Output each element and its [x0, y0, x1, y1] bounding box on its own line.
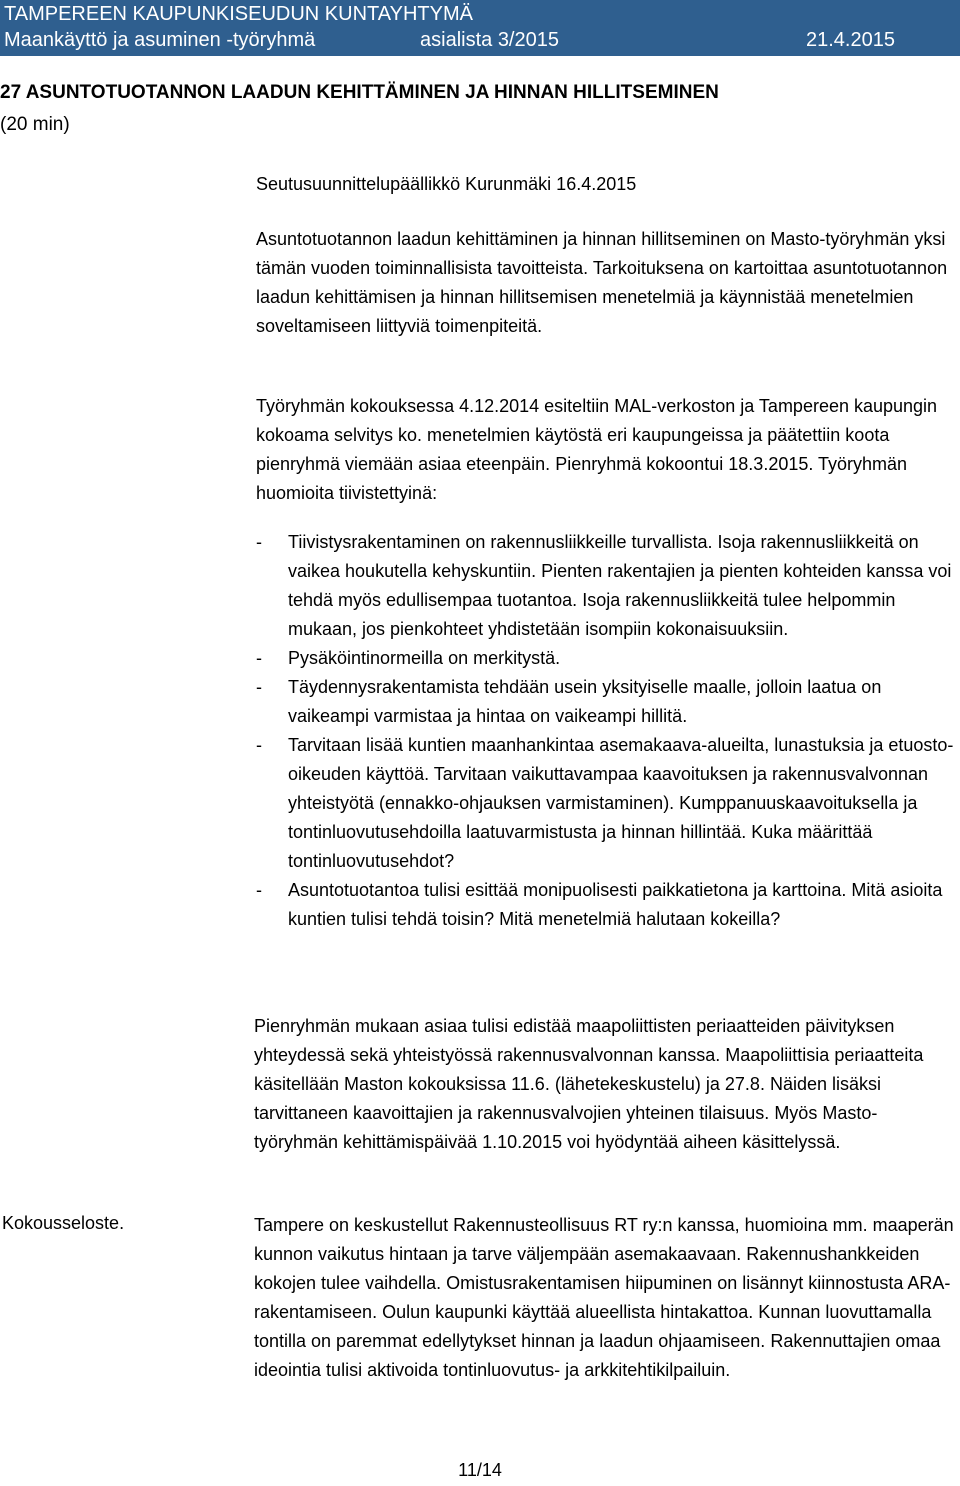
- paragraph-meeting: Työryhmän kokouksessa 4.12.2014 esiteltiin MAL-verkoston ja Tampereen kaupungin kokoama selvitys ko. menetelmien käytöstä eri kaupungeissa ja päätettiin koota pienryhmä viemään asiaa eteenpäin. Pienryhmä kokoontui 18.3.2015. Työryhmän huomioita tiivistettyinä:: [256, 396, 938, 503]
- header-org: TAMPEREEN KAUPUNKISEUDUN KUNTAYHTYMÄ: [4, 3, 473, 25]
- list-item-text: Asuntotuotantoa tulisi esittää monipuolisesti paikkatietona ja karttoina. Mitä asioita kuntien tulisi tehdä toisin? Mitä menetelmiä halutaan kokeilla?: [288, 880, 943, 929]
- list-item-text: Tarvitaan lisää kuntien maanhankintaa asemakaava-alueilta, lunastuksia ja etuosto-oikeuden käyttöä. Tarvitaan vaikuttavampaa kaavoituksen ja rakennusvalvonnan yhteistyötä (ennakko-ohjauksen varmistaminen). Kumppanuuskaavoituksella ja tontinluovutusehdoilla laatuvarmistusta ja hinnan hillintää. Kuka määrittää tontinluovutusehdot?: [288, 735, 954, 871]
- side-label: Kokousseloste.: [2, 1213, 125, 1233]
- list-item: [256, 876, 960, 934]
- findings-list: [256, 528, 960, 934]
- paragraph-subgroup: Pienryhmän mukaan asiaa tulisi edistää maapoliittisten periaatteiden päivityksen yhteydessä sekä yhteistyössä rakennusvalvonnan kanssa. Maapoliittisia periaatteita käsitellään Maston kokouksissa 11.6. (lähetekeskustelu) ja 27.8. Näiden lisäksi tarvittaneen kaavoittajien ja rakennusvalvojien yhteinen tilaisuus. Myös Masto-työryhmän kehittämispäivää 1.10.2015 voi hyödyntää aiheen käsittelyssä.: [254, 1016, 924, 1152]
- list-item-text: Tiivistysrakentaminen on rakennusliikkeille turvallista. Isoja rakennusliikkeitä on vaikea houkutella kehyskuntiin. Pienten rakentajien ja pienten kohteiden kanssa voi tehdä myös edullisempaa tuotantoa. Isoja rakennusliikkeitä tulee helpommin mukaan, jos pienkohteet yhdistetään isompiin kokonaisuuksiin.: [288, 532, 952, 639]
- list-item: [256, 528, 960, 644]
- bullet-marker: -: [256, 880, 262, 900]
- list-item-text: Täydennysrakentamista tehdään usein yksityiselle maalle, jolloin laatua on vaikeampi varmistaa ja hintaa on vaikeampi hillitä.: [288, 677, 882, 726]
- bullet-marker: -: [256, 532, 262, 552]
- presenter-line: Seutusuunnittelupäällikkö Kurunmäki 16.4.2015: [256, 174, 637, 194]
- header-date: 21.4.2015: [806, 29, 895, 51]
- paragraph-minutes: Tampere on keskustellut Rakennusteollisuus RT ry:n kanssa, huomioina mm. maaperän kunnon vaikutus hintaan ja tarve väljempään asemakaavaan. Rakennushankkeiden kokojen tulee vaihdella. Omistusrakentamisen hiipuminen on lisännyt kiinnostusta ARA-rakentamiseen. Oulun kaupunki käyttää alueellista hintakattoa. Kunnan luovuttamalla tontilla on paremmat edellytykset hinnan ja laadun ohjaamiseen. Rakennuttajien omaa ideointia tulisi aktivoida tontinluovutus- ja arkkitehtikilpailuin.: [254, 1215, 954, 1380]
- paragraph-goal: Asuntotuotannon laadun kehittäminen ja hinnan hillitseminen on Masto-työryhmän yksi tämän vuoden toiminnallisista tavoitteista. Tarkoituksena on kartoittaa asuntotuotannon laadun kehittämisen ja hinnan hillitsemisen menetelmiä ja käynnistää menetelmien soveltamiseen liittyviä toimenpiteitä.: [256, 229, 948, 336]
- header-group: Maankäyttö ja asuminen -työryhmä: [4, 29, 316, 51]
- document-header: [0, 0, 960, 56]
- list-item: [256, 731, 960, 876]
- header-doc: asialista 3/2015: [420, 29, 559, 51]
- list-item: [256, 673, 960, 731]
- bullet-marker: -: [256, 648, 262, 668]
- list-item-text: Pysäköintinormeilla on merkitystä.: [288, 648, 561, 668]
- list-item: [256, 644, 960, 673]
- bullet-marker: -: [256, 677, 262, 697]
- bullet-marker: -: [256, 735, 262, 755]
- page-number: 11/14: [458, 1460, 502, 1480]
- section-title: 27 ASUNTOTUOTANNON LAADUN KEHITTÄMINEN JA HINNAN HILLITSEMINEN: [0, 82, 719, 103]
- section-duration: (20 min): [0, 114, 70, 135]
